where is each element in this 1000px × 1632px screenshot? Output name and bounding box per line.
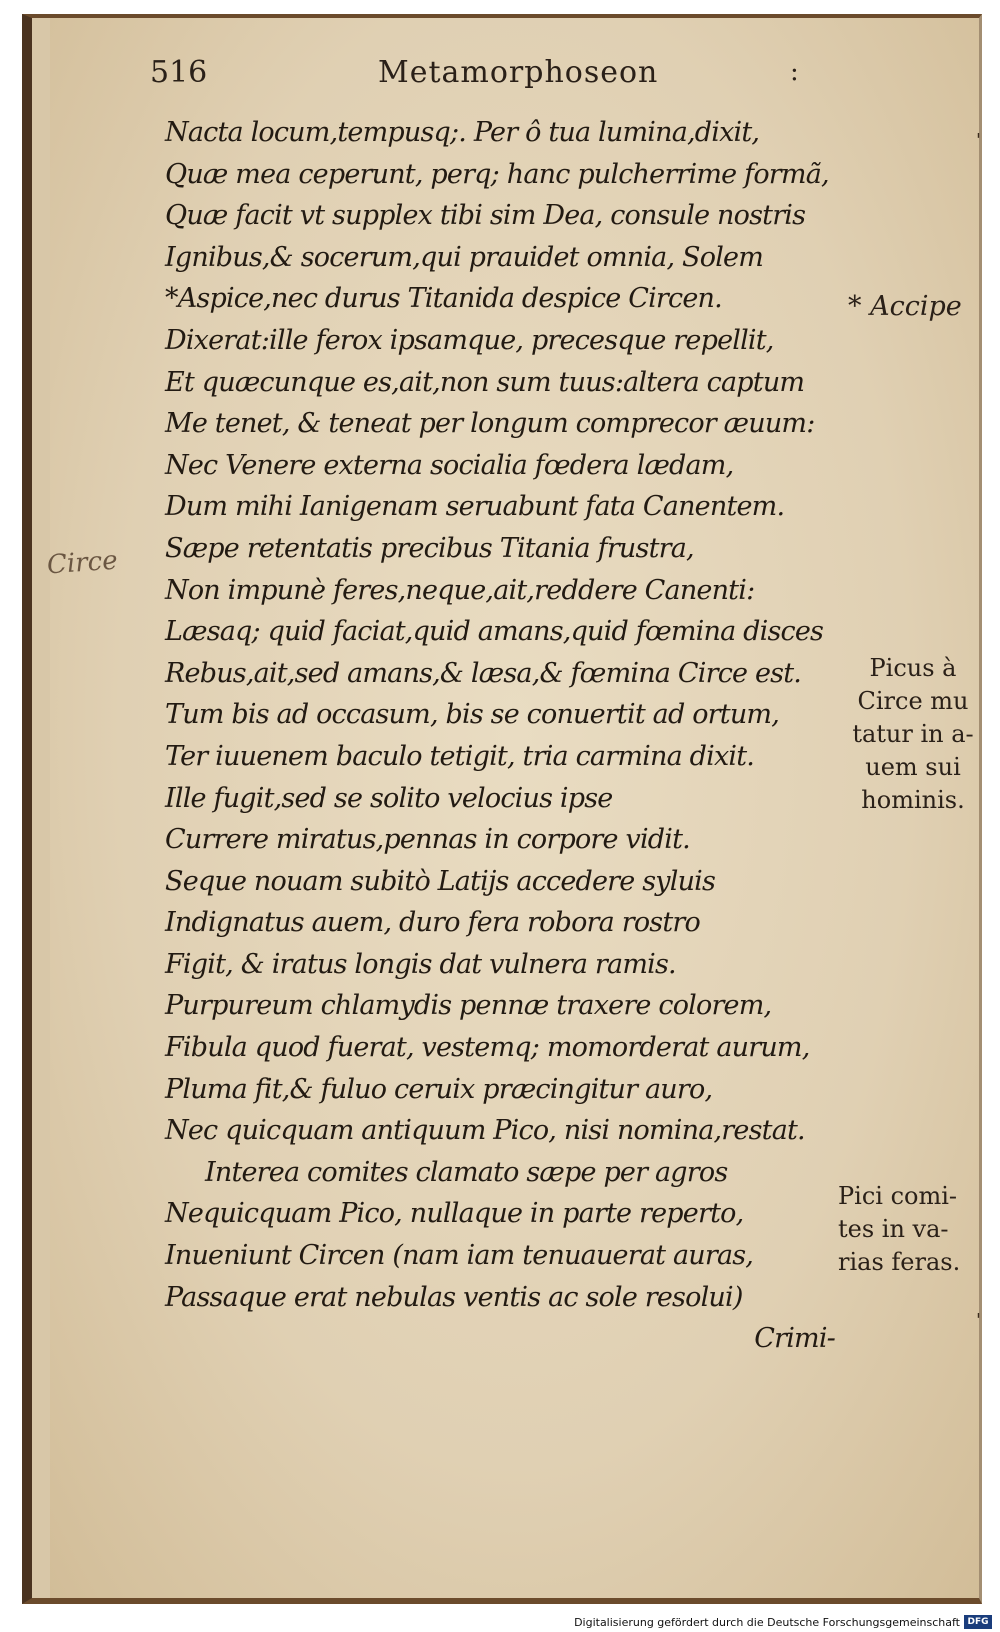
handwritten-margin-note: Circe	[46, 545, 119, 581]
margin-note-line: hominis.	[861, 786, 965, 814]
margin-note-picus	[848, 652, 978, 817]
verse-line: Tum bis ad occasum, bis se conuertit ad ortum,	[165, 699, 779, 731]
verse-line: Rebus,ait,sed amans,& læsa,& fœmina Circe est.	[165, 657, 802, 689]
verse-line: Figit, & iratus longis dat vulnera ramis.	[165, 948, 676, 980]
verse-line: Interea comites clamato sæpe per agros	[205, 1156, 728, 1188]
verse-line: Sæpe retentatis precibus Titania frustra,	[165, 532, 694, 564]
margin-note-pici	[838, 1180, 978, 1279]
page-header	[150, 55, 830, 105]
verse-line: Passaque erat nebulas ventis ac sole resolui)	[165, 1281, 743, 1313]
verse-line: Dum mihi Ianigenam seruabunt fata Canentem.	[165, 491, 785, 523]
verse-line: Purpureum chlamydis pennæ traxere colorem,	[165, 990, 772, 1022]
margin-note-accipe: * Accipe	[848, 291, 962, 322]
edge-mark: '	[976, 130, 981, 151]
verse-line: Me tenet, & teneat per longum comprecor æuum:	[165, 408, 815, 440]
verse-block	[165, 112, 845, 1360]
margin-note-line: tes in va-	[838, 1215, 949, 1243]
verse-line: Ter iuuenem baculo tetigit, tria carmina dixit.	[165, 740, 755, 772]
margin-note-line: tatur in a-	[852, 720, 974, 748]
verse-line: Et quæcunque es,ait,non sum tuus:altera captum	[165, 366, 805, 398]
catchword: Crimi-	[754, 1323, 835, 1355]
verse-line: *Aspice,nec durus Titanida despice Circen.	[165, 283, 722, 315]
running-title: Metamorphoseon	[378, 55, 659, 90]
verse-line: Non impunè feres,neque,ait,reddere Canenti:	[165, 574, 755, 606]
verse-line: Fibula quod fuerat, vestemq; momorderat aurum,	[165, 1032, 810, 1064]
edge-mark: '	[976, 1310, 981, 1331]
verse-line: Nec quicquam antiquum Pico, nisi nomina,restat.	[165, 1115, 805, 1147]
header-mark: :	[790, 57, 799, 87]
verse-line: Inueniunt Circen (nam iam tenuauerat auras,	[165, 1240, 754, 1272]
verse-line: Nacta locum,tempusq;. Per ô tua lumina,dixit,	[165, 117, 760, 148]
margin-note-line: uem sui	[865, 753, 961, 781]
margin-note-line: Pici comi-	[838, 1182, 958, 1210]
verse-line: Quæ mea ceperunt, perq; hanc pulcherrime formã,	[165, 158, 829, 190]
verse-line: Nequicquam Pico, nullaque in parte reperto,	[165, 1198, 744, 1230]
verse-line: Nec Venere externa socialia fœdera lædam,	[165, 449, 734, 481]
verse-line: Dixerat:ille ferox ipsamque, precesque repellit,	[165, 324, 774, 356]
verse-line: Currere miratus,pennas in corpore vidit.	[165, 824, 690, 856]
verse-line: Quæ facit vt supplex tibi sim Dea, consule nostris	[165, 200, 806, 232]
margin-note-line: Circe mu	[857, 687, 969, 715]
verse-line: Seque nouam subitò Latijs accedere syluis	[165, 865, 716, 897]
page-number: 516	[150, 55, 208, 90]
verse-line: Læsaq; quid faciat,quid amans,quid fœmina disces	[165, 616, 824, 648]
margin-note-line: Picus à	[869, 654, 957, 682]
dfg-logo: DFG	[964, 1615, 992, 1629]
verse-line: Ignibus,& socerum,qui prauidet omnia, Solem	[165, 241, 764, 273]
verse-line: Pluma fit,& fuluo ceruix præcingitur auro,	[165, 1073, 713, 1105]
margin-note-line: rias feras.	[838, 1248, 961, 1276]
verse-line: Ille fugit,sed se solito velocius ipse	[165, 782, 613, 814]
verse-line: Indignatus auem, duro fera robora rostro	[165, 907, 700, 939]
footer-credit: Digitalisierung gefördert durch die Deutsche Forschungsgemeinschaft	[0, 1614, 1000, 1632]
